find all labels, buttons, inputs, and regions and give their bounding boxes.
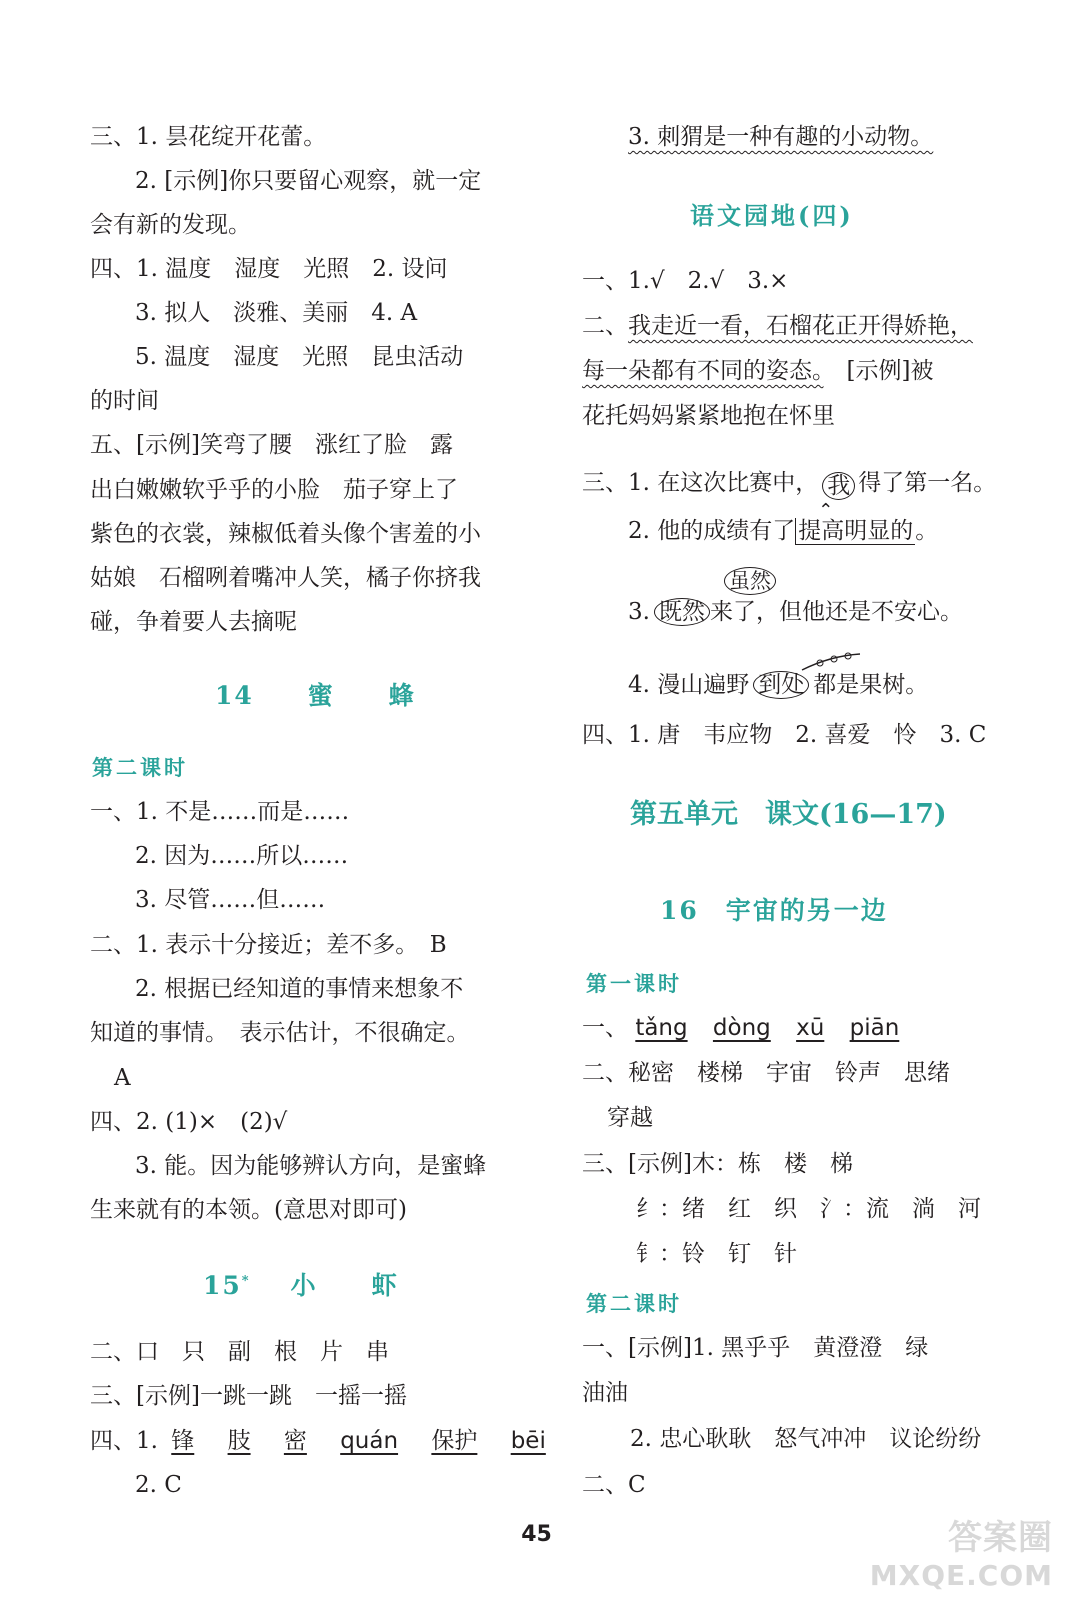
answer-line: 一、[示例]1. 黑乎乎 黄澄澄 绿	[582, 1335, 929, 1361]
asterisk: *	[241, 1273, 251, 1289]
answer-line	[582, 356, 933, 386]
item-prefix: 四、1.	[90, 1428, 158, 1454]
lesson-title	[203, 1266, 399, 1302]
caret-mark: ⌃	[818, 500, 834, 521]
answer-line	[582, 1013, 899, 1043]
answer-line	[628, 122, 933, 152]
answer-line: 2. C	[135, 1472, 182, 1498]
answer-line: 会有新的发现。	[90, 212, 251, 238]
answer-text: 来了，但他还是不安心。	[709, 599, 963, 625]
item-prefix: 一、	[582, 1015, 628, 1041]
watermark-logo	[870, 1510, 1053, 1592]
page-number: 45	[521, 1522, 552, 1547]
circled-word: 我	[822, 472, 855, 500]
answer-line: 一、1.√ 2.√ 3.×	[582, 268, 789, 294]
answer-line: 的时间	[90, 388, 159, 414]
answer-line	[628, 597, 963, 627]
period-heading: 第二课时	[586, 1291, 682, 1316]
answer-line: 三、[示例]一跳一跳 一摇一摇	[90, 1383, 407, 1409]
answer-line: 3. 能。因为能够辨认方向，是蜜蜂	[135, 1153, 487, 1179]
period-heading: 第一课时	[586, 971, 682, 996]
unit-heading: 第五单元 课文(16—17)	[630, 799, 947, 830]
answer-line	[90, 1426, 546, 1456]
answer-text: [示例]被	[823, 358, 934, 384]
answer-line	[628, 516, 938, 546]
answer-line: 紫色的衣裳，辣椒低着头像个害羞的小	[90, 521, 481, 547]
swap-mark-text: 提高明显的	[795, 518, 915, 545]
answer-line: 一、1. 不是……而是……	[90, 799, 350, 825]
answer-line: 碰，争着要人去摘呢	[90, 609, 297, 635]
underlined-word: quán	[340, 1428, 399, 1454]
circled-word: 到处	[753, 671, 809, 699]
item-prefix: 二、	[582, 313, 628, 339]
answer-line: 花托妈妈紧紧地抱在怀里	[582, 403, 835, 429]
pinyin-answer: xū	[796, 1015, 825, 1041]
answer-text: 3.	[628, 599, 650, 625]
watermark-url: MXQE.COM	[869, 1559, 1053, 1592]
answer-line: 四、1. 温度 湿度 光照 2. 设问	[90, 256, 448, 282]
answer-line: 五、[示例]笑弯了腰 涨红了脸 露	[90, 432, 453, 458]
answer-text: 三、1. 在这次比赛中，	[582, 470, 819, 496]
answer-line: 钅：铃 钉 针	[636, 1241, 797, 1267]
answer-line: 生来就有的本领。(意思对即可)	[90, 1197, 407, 1223]
underlined-word: bēi	[510, 1428, 546, 1454]
deletion-mark	[800, 652, 862, 672]
answer-line: 四、2. (1)× (2)√	[90, 1109, 288, 1135]
answer-text: 。	[915, 518, 939, 544]
answer-line: 2. 忠心耿耿 怒气冲冲 议论纷纷	[630, 1426, 982, 1452]
answer-line: 2. [示例]你只要留心观察，就一定	[135, 168, 482, 194]
answer-line: 3. 拟人 淡雅、美丽 4. A	[135, 300, 418, 326]
answer-line: 出白嫩嫩软乎乎的小脸 茄子穿上了	[90, 477, 458, 503]
answer-line: A	[114, 1065, 131, 1091]
lesson-title: 16 宇宙的另一边	[660, 896, 888, 925]
answer-line	[582, 468, 997, 521]
answer-line: 2. 根据已经知道的事情来想象不	[135, 976, 464, 1002]
answer-line: 二、1. 表示十分接近；差不多。 B	[90, 932, 447, 958]
circled-word: 既然	[654, 598, 710, 626]
answer-line	[628, 670, 928, 700]
answer-line: 穿越	[607, 1105, 653, 1131]
lesson-title: 14 蜜 蜂	[215, 681, 416, 710]
underlined-word: 保护	[431, 1428, 478, 1454]
period-heading: 第二课时	[92, 755, 188, 780]
answer-line: 四、1. 唐 韦应物 2. 喜爱 怜 3. C	[582, 722, 987, 748]
underlined-word: 锋	[171, 1428, 195, 1454]
answer-text: 4. 漫山遍野	[628, 672, 750, 698]
answer-line: 三、[示例]木：栋 楼 梯	[582, 1151, 853, 1177]
answer-line: 3. 尽管……但……	[135, 887, 326, 913]
wavy-underlined-text: 3. 刺猬是一种有趣的小动物。	[628, 124, 934, 150]
answer-line: 姑娘 石榴咧着嘴冲人笑，橘子你挤我	[90, 565, 481, 591]
answer-text: 都是果树。	[813, 672, 929, 698]
lesson-number: 15	[203, 1271, 242, 1300]
wavy-underlined-text: 我走近一看，石榴花正开得娇艳，	[628, 313, 973, 339]
circled-word: 虽然	[724, 567, 776, 595]
answer-text: 得了第一名。	[858, 470, 997, 496]
answer-line: 纟：绪 红 织 氵：流 淌 河	[636, 1196, 981, 1222]
replacement-word	[724, 566, 776, 596]
answer-line: 知道的事情。 表示估计，不很确定。	[90, 1020, 470, 1046]
answer-line: 二、C	[582, 1472, 646, 1498]
wavy-underlined-text: 每一朵都有不同的姿态。	[582, 358, 824, 384]
underlined-word: 密	[283, 1428, 307, 1454]
answer-line	[582, 311, 973, 341]
answer-line: 二、口 只 副 根 片 串	[90, 1339, 389, 1365]
section-heading: 语文园地(四)	[690, 201, 854, 230]
answer-line: 油油	[582, 1380, 628, 1406]
pinyin-answer: piān	[849, 1015, 900, 1041]
pinyin-answer: tǎng	[635, 1015, 688, 1041]
pinyin-answer: dòng	[712, 1015, 771, 1041]
answer-text: 2. 他的成绩有了	[628, 518, 796, 544]
answer-line: 二、秘密 楼梯 宇宙 铃声 思绪	[582, 1060, 950, 1086]
answer-line: 5. 温度 湿度 光照 昆虫活动	[135, 344, 464, 370]
watermark-text: 答案圈	[948, 1518, 1053, 1558]
answer-line: 2. 因为……所以……	[135, 843, 349, 869]
lesson-name: 小 虾	[290, 1271, 399, 1300]
answer-line: 三、1. 昙花绽开花蕾。	[90, 124, 327, 150]
underlined-word: 肢	[227, 1428, 251, 1454]
